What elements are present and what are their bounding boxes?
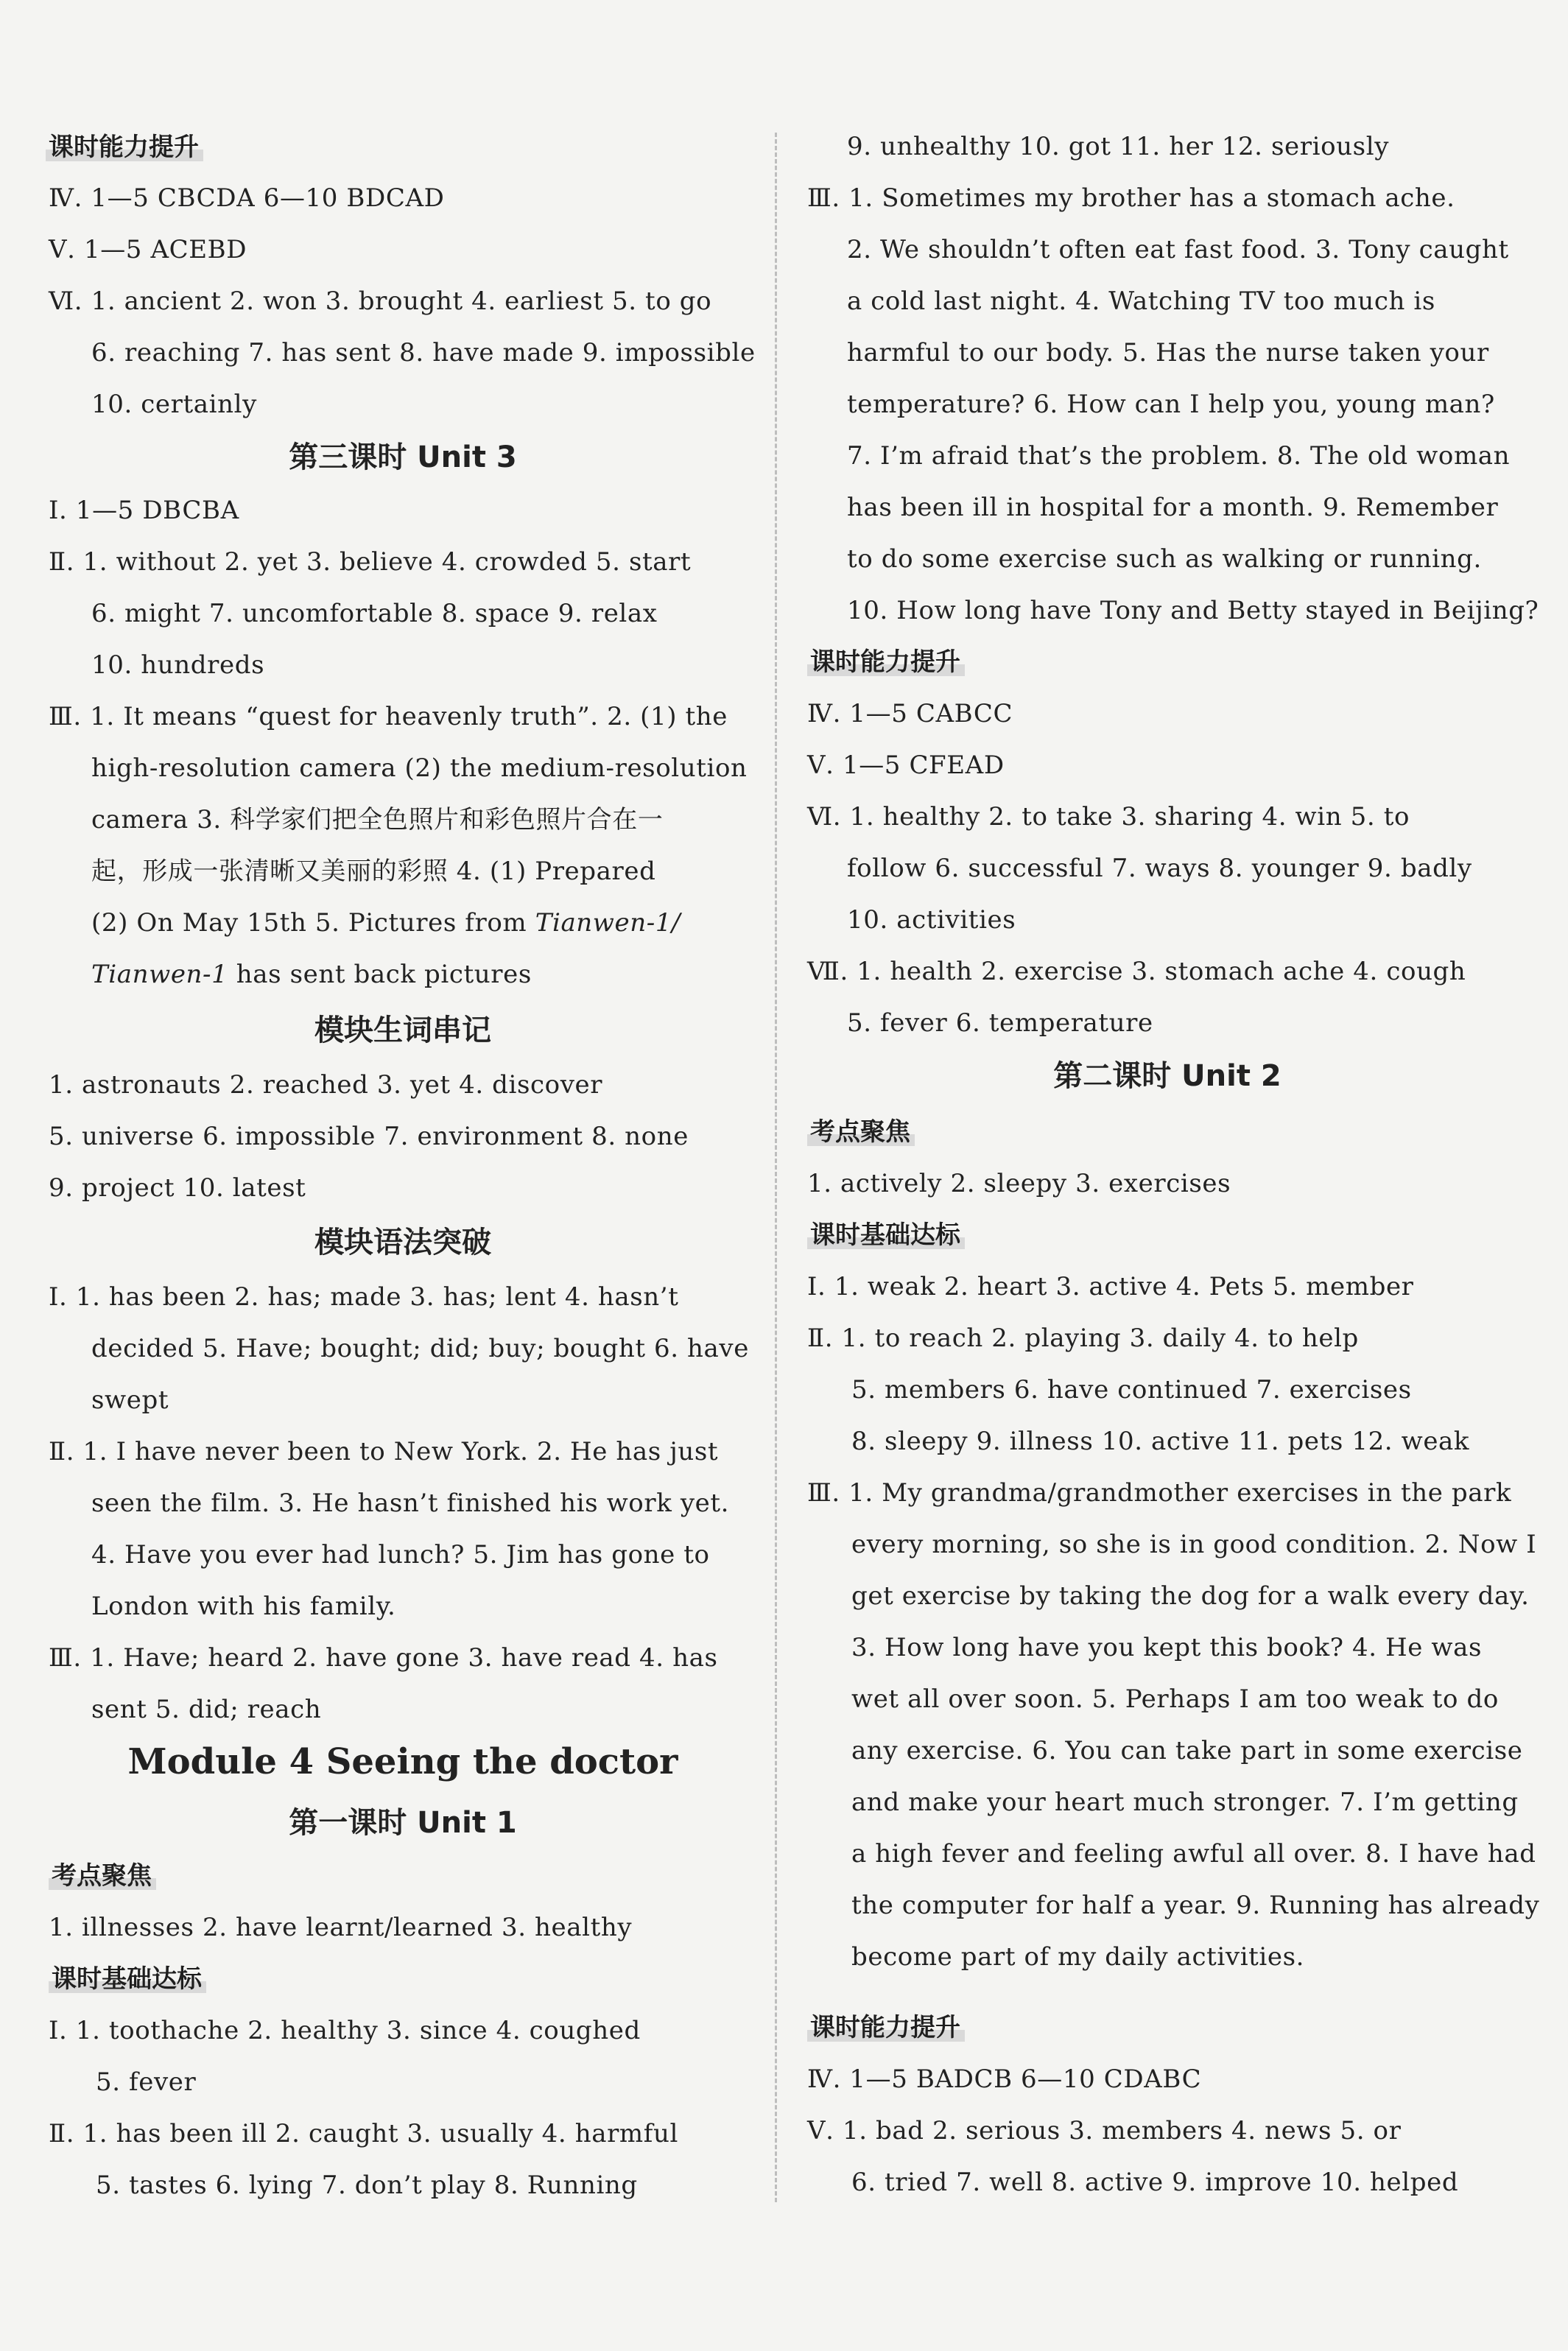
- answer-line: any exercise. 6. You can take part in some exercise: [851, 1736, 1523, 1765]
- answer-line: follow 6. successful 7. ways 8. younger 9. badly: [847, 854, 1472, 883]
- section-tag: 课时基础达标: [810, 1218, 960, 1252]
- section-tag: 课时能力提升: [810, 2011, 960, 2045]
- answer-line: Ⅴ. 1. bad 2. serious 3. members 4. news 5. or: [807, 2116, 1402, 2146]
- answer-line: Ⅲ. 1. It means “quest for heavenly truth”. 2. (1) the: [49, 702, 728, 731]
- answer-line: has been ill in hospital for a month. 9. Remember: [847, 493, 1499, 522]
- answer-text: (2) On May 15th 5. Pictures from: [91, 908, 527, 938]
- italic-term: Tianwen-1/: [535, 908, 681, 938]
- answer-line: Ⅶ. 1. health 2. exercise 3. stomach ache 4. cough: [807, 957, 1466, 986]
- answer-line: 10. certainly: [91, 390, 257, 419]
- answer-line: 1. astronauts 2. reached 3. yet 4. discover: [49, 1070, 603, 1100]
- answer-line: a high fever and feeling awful all over. 8. I have had: [851, 1839, 1536, 1869]
- answer-line: and make your heart much stronger. 7. I’m getting: [851, 1788, 1519, 1817]
- section-heading: 模块语法突破: [314, 1226, 491, 1259]
- answer-line: 5. members 6. have continued 7. exercises: [851, 1375, 1412, 1405]
- section-tag: 课时能力提升: [810, 645, 960, 679]
- answer-line: Ⅰ. 1—5 DBCBA: [49, 496, 239, 525]
- answer-line: swept: [91, 1385, 169, 1415]
- answer-line: Ⅲ. 1. Have; heard 2. have gone 3. have read 4. has: [49, 1643, 718, 1673]
- answer-line: camera 3. 科学家们把全色照片和彩色照片合在一: [91, 805, 664, 834]
- answer-line: a cold last night. 4. Watching TV too much is: [847, 287, 1435, 316]
- answer-line: Ⅰ. 1. toothache 2. healthy 3. since 4. coughed: [49, 2016, 641, 2045]
- answer-line: harmful to our body. 5. Has the nurse taken your: [847, 338, 1489, 368]
- answer-line: 10. How long have Tony and Betty stayed in Beijing?: [847, 596, 1539, 625]
- answer-line: seen the film. 3. He hasn’t finished his work yet.: [91, 1489, 730, 1518]
- answer-line: 1. actively 2. sleepy 3. exercises: [807, 1169, 1231, 1198]
- answer-line: 5. fever: [96, 2067, 197, 2097]
- answer-line: Ⅳ. 1—5 CBCDA 6—10 BDCAD: [49, 183, 445, 213]
- section-tag: 课时基础达标: [52, 1962, 202, 1996]
- answer-line: London with his family.: [91, 1592, 396, 1621]
- answer-line: Ⅰ. 1. weak 2. heart 3. active 4. Pets 5. member: [807, 1272, 1414, 1301]
- answer-line: to do some exercise such as walking or running.: [847, 544, 1482, 574]
- module-title: Module 4 Seeing the doctor: [127, 1741, 678, 1782]
- answer-line: get exercise by taking the dog for a walk every day.: [851, 1581, 1530, 1611]
- answer-line: Ⅲ. 1. Sometimes my brother has a stomach ache.: [807, 183, 1455, 213]
- answer-line: Ⅴ. 1—5 ACEBD: [49, 235, 247, 264]
- answer-line: temperature? 6. How can I help you, young man?: [847, 390, 1495, 419]
- section-tag: 课时能力提升: [49, 130, 199, 164]
- answer-line: Ⅳ. 1—5 CABCC: [807, 699, 1013, 728]
- lesson-heading: 第一课时 Unit 1: [289, 1806, 517, 1840]
- answer-line: Ⅲ. 1. My grandma/grandmother exercises in the park: [807, 1478, 1512, 1508]
- answer-line: Ⅴ. 1—5 CFEAD: [807, 751, 1005, 780]
- answer-line: 10. activities: [847, 905, 1016, 935]
- answer-line: Ⅵ. 1. healthy 2. to take 3. sharing 4. win 5. to: [807, 802, 1410, 832]
- answer-line: 6. tried 7. well 8. active 9. improve 10. helped: [851, 2168, 1459, 2197]
- answer-line: Ⅵ. 1. ancient 2. won 3. brought 4. earliest 5. to go: [49, 287, 712, 316]
- answer-line: the computer for half a year. 9. Running has already: [851, 1891, 1540, 1920]
- answer-text: has sent back pictures: [228, 960, 532, 989]
- answer-line: decided 5. Have; bought; did; buy; bought 6. have: [91, 1334, 749, 1363]
- answer-line: become part of my daily activities.: [851, 1942, 1305, 1972]
- section-tag: 考点聚焦: [52, 1859, 152, 1893]
- answer-line: high-resolution camera (2) the medium-resolution: [91, 753, 748, 783]
- italic-term: Tianwen-1: [91, 960, 228, 989]
- answer-line: 3. How long have you kept this book? 4. He was: [851, 1633, 1483, 1662]
- answer-line: every morning, so she is in good condition. 2. Now I: [851, 1530, 1537, 1559]
- answer-line: 9. project 10. latest: [49, 1173, 306, 1203]
- lesson-heading: 第三课时 Unit 3: [289, 440, 517, 474]
- answer-line: Ⅱ. 1. to reach 2. playing 3. daily 4. to help: [807, 1324, 1359, 1353]
- answer-line: Ⅳ. 1—5 BADCB 6—10 CDABC: [807, 2064, 1202, 2094]
- answer-line: 8. sleepy 9. illness 10. active 11. pets 12. weak: [851, 1427, 1470, 1456]
- answer-line: 9. unhealthy 10. got 11. her 12. seriously: [847, 132, 1389, 161]
- section-tag: 考点聚焦: [810, 1115, 910, 1149]
- section-heading: 模块生词串记: [314, 1013, 491, 1047]
- answer-line: 6. reaching 7. has sent 8. have made 9. impossible: [91, 338, 756, 368]
- column-divider: [775, 133, 777, 2202]
- lesson-heading: 第二课时 Unit 2: [1053, 1059, 1282, 1093]
- answer-line: 5. universe 6. impossible 7. environment 8. none: [49, 1122, 689, 1151]
- answer-line: 10. hundreds: [91, 650, 265, 680]
- answer-line: 2. We shouldn’t often eat fast food. 3. Tony caught: [847, 235, 1509, 264]
- answer-line: 6. might 7. uncomfortable 8. space 9. relax: [91, 599, 658, 628]
- answer-line: 1. illnesses 2. have learnt/learned 3. healthy: [49, 1913, 633, 1942]
- answer-line: Ⅱ. 1. without 2. yet 3. believe 4. crowded 5. start: [49, 547, 692, 577]
- answer-line: 起，形成一张清晰又美丽的彩照 4. (1) Prepared: [91, 857, 656, 886]
- answer-line: 4. Have you ever had lunch? 5. Jim has gone to: [91, 1540, 710, 1570]
- answer-line: sent 5. did; reach: [91, 1695, 322, 1724]
- answer-line: 5. fever 6. temperature: [847, 1008, 1153, 1038]
- answer-line: [91, 906, 681, 940]
- answer-line: Ⅰ. 1. has been 2. has; made 3. has; lent 4. hasn’t: [49, 1282, 679, 1312]
- answer-line: [91, 957, 532, 991]
- answer-line: wet all over soon. 5. Perhaps I am too weak to do: [851, 1684, 1499, 1714]
- answer-line: 7. I’m afraid that’s the problem. 8. The old woman: [847, 441, 1511, 471]
- answer-line: Ⅱ. 1. has been ill 2. caught 3. usually 4. harmful: [49, 2119, 678, 2148]
- answer-line: Ⅱ. 1. I have never been to New York. 2. He has just: [49, 1437, 719, 1466]
- answer-line: 5. tastes 6. lying 7. don’t play 8. Running: [96, 2171, 638, 2200]
